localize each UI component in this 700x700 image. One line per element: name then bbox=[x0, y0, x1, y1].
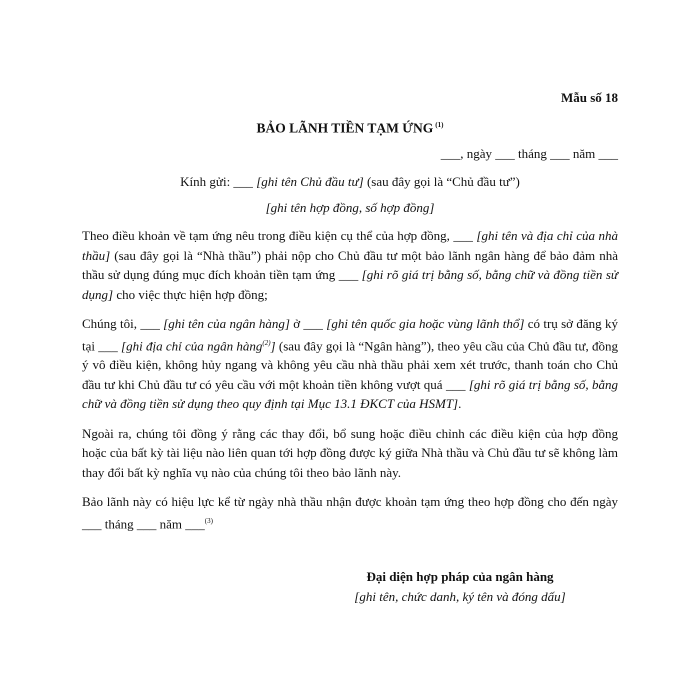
p1-placeholder-contractor: [ghi tên và địa chỉ của nhà thầu] bbox=[82, 228, 618, 263]
document-title bbox=[0, 116, 700, 138]
recipient-prefix: Kính gửi: ___ bbox=[180, 174, 257, 189]
p4-footnote: (3) bbox=[204, 516, 213, 525]
signature-block bbox=[310, 567, 610, 606]
p4-text: Bảo lãnh này có hiệu lực kể từ ngày nhà thầu nhận được khoản tạm ứng theo hợp đồng cho đến ngày ___ tháng ___ năm ___ bbox=[82, 494, 618, 532]
title-footnote: (1) bbox=[435, 121, 444, 129]
p1-text-3: cho việc thực hiện hợp đồng; bbox=[113, 286, 268, 302]
form-number: Mẫu số 18 bbox=[560, 90, 618, 105]
contract-reference: [ghi tên hợp đồng, số hợp đồng] bbox=[265, 200, 435, 215]
paragraph-4 bbox=[82, 492, 618, 533]
p2-text-5: . bbox=[458, 396, 462, 412]
p1-placeholder-amount: [ghi rõ giá trị bằng số, bằng chữ và đồng tiền sử dụng] bbox=[82, 267, 618, 302]
p2-placeholder-bank: [ghi tên của ngân hàng] bbox=[163, 316, 290, 331]
p2-text-1: Chúng tôi, ___ bbox=[82, 316, 164, 331]
p2-placeholder-address: [ghi địa chỉ của ngân hàng bbox=[121, 337, 263, 353]
signature-title: Đại diện hợp pháp của ngân hàng bbox=[366, 569, 554, 584]
date-line: ___, ngày ___ tháng ___ năm ___ bbox=[440, 146, 618, 161]
p1-text-1: Theo điều khoản về tạm ứng nêu trong điều kiện cụ thể của hợp đồng, ___ bbox=[82, 228, 477, 243]
recipient-suffix: (sau đây gọi là “Chủ đầu tư”) bbox=[363, 174, 520, 189]
p2-placeholder-address-close: ] bbox=[270, 337, 276, 353]
p2-text-4: (sau đây gọi là “Ngân hàng”), theo yêu cầu của Chủ đầu tư, đồng ý vô điều kiện, không hủy ngang và không yêu cầu nhà thầu phải xem xét trước, thanh toán cho Chủ đầu tư khi Chủ đầu tư có yêu cầu với một khoản tiền không vượt quá ___ bbox=[82, 337, 618, 392]
paragraph-2 bbox=[82, 314, 618, 414]
signature-note: [ghi tên, chức danh, ký tên và đóng dấu] bbox=[354, 588, 566, 604]
p1-text-2: (sau đây gọi là “Nhà thầu”) phải nộp cho Chủ đầu tư một bảo lãnh ngân hàng để bảo đảm nhà thầu sử dụng đúng mục đích khoản tiền tạm ứng ___ bbox=[82, 247, 618, 282]
title-text: BẢO LÃNH TIỀN TẠM ỨNG bbox=[256, 120, 434, 136]
p2-text-2: ở ___ bbox=[289, 316, 327, 331]
p2-text-3: có trụ sở đăng ký tại ___ bbox=[82, 316, 618, 353]
p2-placeholder-country: [ghi tên quốc gia hoặc vùng lãnh thổ] bbox=[326, 316, 525, 331]
paragraph-3: Ngoài ra, chúng tôi đồng ý rằng các thay đổi, bổ sung hoặc điều chỉnh các điều kiện của hợp đồng hoặc của bất kỳ tài liệu nào liên quan tới hợp đồng được ký giữa Nhà thầu và Chủ đầu tư sẽ không làm thay đổi bất kỳ nghĩa vụ nào của chúng tôi theo bảo lãnh này. bbox=[82, 425, 618, 480]
recipient-line bbox=[0, 172, 700, 192]
recipient-placeholder: [ghi tên Chủ đầu tư] bbox=[256, 174, 364, 189]
p2-footnote: (2) bbox=[262, 338, 271, 347]
document-body bbox=[82, 226, 618, 544]
paragraph-1 bbox=[82, 226, 618, 304]
p2-placeholder-max-amount: [ghi rõ giá trị bằng số, bằng chữ và đồng tiền sử dụng theo quy định tại Mục 13.1 ĐKCT của HSMT] bbox=[82, 376, 618, 412]
